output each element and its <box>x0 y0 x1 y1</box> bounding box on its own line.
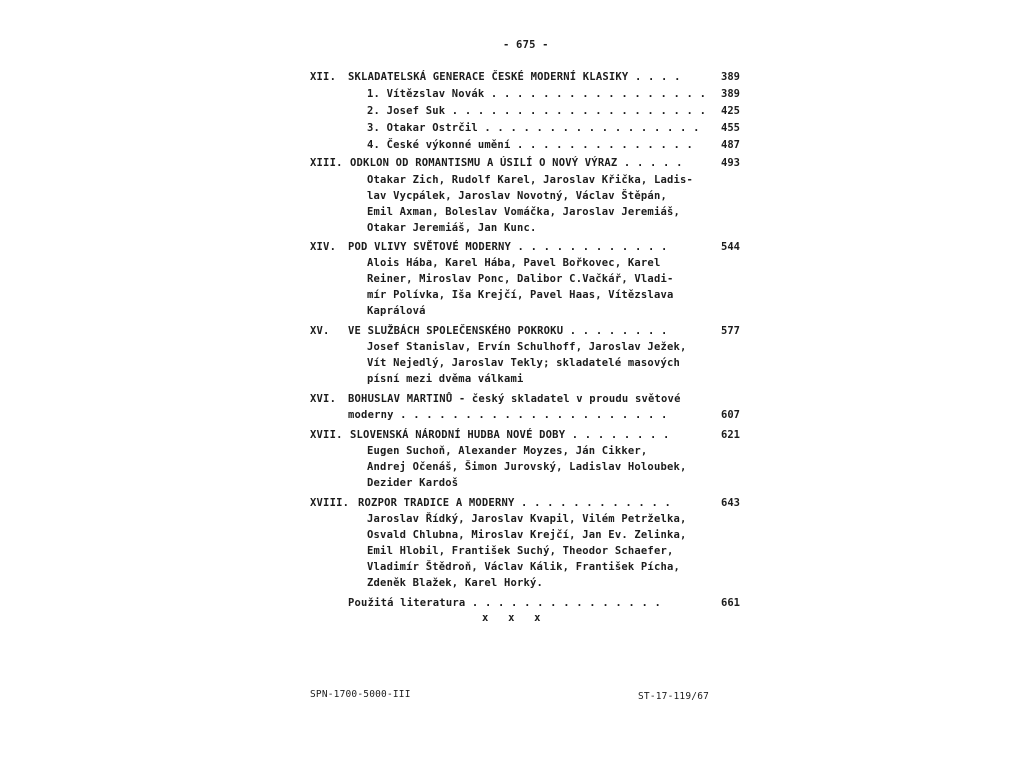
composer-list: Otakar Zich, Rudolf Karel, Jaroslav Křička, Ladis- <box>367 174 694 186</box>
composer-list: Jaroslav Řídký, Jaroslav Kvapil, Vilém Petrželka, <box>367 513 687 525</box>
composer-list: Josef Stanislav, Ervín Schulhoff, Jaroslav Ježek, <box>367 341 687 353</box>
page-ref: 487 <box>721 139 740 151</box>
page-ref: 661 <box>721 597 740 609</box>
page-ref: 389 <box>721 88 740 100</box>
chapter-title: SLOVENSKÁ NÁRODNÍ HUDBA NOVÉ DOBY . . . . . . . . <box>350 429 670 441</box>
composer-list: Alois Hába, Karel Hába, Pavel Bořkovec, Karel <box>367 257 661 269</box>
chapter-number: XII. <box>310 71 337 83</box>
composer-list: Emil Axman, Boleslav Vomáčka, Jaroslav Jeremiáš, <box>367 206 681 218</box>
composer-list: lav Vycpálek, Jaroslav Novotný, Václav Štěpán, <box>367 190 667 202</box>
subsection: 4. České výkonné umění . . . . . . . . . . . . . . <box>367 139 694 151</box>
chapter-number: XVIII. <box>310 497 350 509</box>
page-ref: 577 <box>721 325 740 337</box>
chapter-title: SKLADATELSKÁ GENERACE ČESKÉ MODERNÍ KLASIKY . . . . <box>348 71 681 83</box>
chapter-title: ODKLON OD ROMANTISMU A ÚSILÍ O NOVÝ VÝRAZ . . . . . <box>350 157 683 169</box>
chapter-number: XVI. <box>310 393 337 405</box>
page-ref: 544 <box>721 241 740 253</box>
chapter-number: XVII. <box>310 429 343 441</box>
composer-list: Zdeněk Blažek, Karel Horký. <box>367 577 544 589</box>
chapter-number: XIV. <box>310 241 337 253</box>
chapter-title-continued: moderny . . . . . . . . . . . . . . . . . . . . . <box>348 409 668 421</box>
composer-list: Emil Hlobil, František Suchý, Theodor Schaefer, <box>367 545 674 557</box>
composer-list: mír Polívka, Iša Krejčí, Pavel Haas, Vítězslava <box>367 289 674 301</box>
footer-code-right: ST-17-119/67 <box>638 691 710 702</box>
page-ref: 425 <box>721 105 740 117</box>
composer-list: Osvald Chlubna, Miroslav Krejčí, Jan Ev. Zelinka, <box>367 529 687 541</box>
composer-list: Reiner, Miroslav Ponc, Dalibor C.Vačkář, Vladi- <box>367 273 674 285</box>
composer-list: Vít Nejedlý, Jaroslav Tekly; skladatelé masových <box>367 357 681 369</box>
page-ref: 621 <box>721 429 740 441</box>
page-ref: 643 <box>721 497 740 509</box>
composer-list: Eugen Suchoň, Alexander Moyzes, Ján Cikker, <box>367 445 648 457</box>
chapter-number: XV. <box>310 325 330 337</box>
page-ref: 607 <box>721 409 740 421</box>
chapter-title: VE SLUŽBÁCH SPOLEČENSKÉHO POKROKU . . . . . . . . <box>348 325 668 337</box>
composer-list: písní mezi dvěma válkami <box>367 373 524 385</box>
page-number: - 675 - <box>503 39 549 51</box>
subsection: 2. Josef Suk . . . . . . . . . . . . . . . . . . . . <box>367 105 707 117</box>
page-ref: 493 <box>721 157 740 169</box>
composer-list: Vladimír Štědroň, Václav Kálik, František Pícha, <box>367 561 681 573</box>
composer-list: Dezider Kardoš <box>367 477 459 489</box>
chapter-title: BOHUSLAV MARTINŮ - český skladatel v proudu světové <box>348 393 681 405</box>
composer-list: Andrej Očenáš, Šimon Jurovský, Ladislav Holoubek, <box>367 461 687 473</box>
page-ref: 389 <box>721 71 740 83</box>
footer-code-left: SPN-1700-5000-III <box>310 689 411 700</box>
chapter-number: XIII. <box>310 157 343 169</box>
composer-list: Otakar Jeremiáš, Jan Kunc. <box>367 222 537 234</box>
chapter-title: POD VLIVY SVĚTOVÉ MODERNY . . . . . . . . . . . . <box>348 241 668 253</box>
subsection: 1. Vítězslav Novák . . . . . . . . . . . . . . . . . <box>367 88 707 100</box>
literature-entry: Použitá literatura . . . . . . . . . . . . . . . <box>348 597 662 609</box>
chapter-title: ROZPOR TRADICE A MODERNY . . . . . . . . . . . . <box>358 497 672 509</box>
subsection: 3. Otakar Ostrčil . . . . . . . . . . . . . . . . . <box>367 122 700 134</box>
page-ref: 455 <box>721 122 740 134</box>
composer-list: Kaprálová <box>367 305 426 317</box>
section-separator: x x x <box>482 612 541 624</box>
